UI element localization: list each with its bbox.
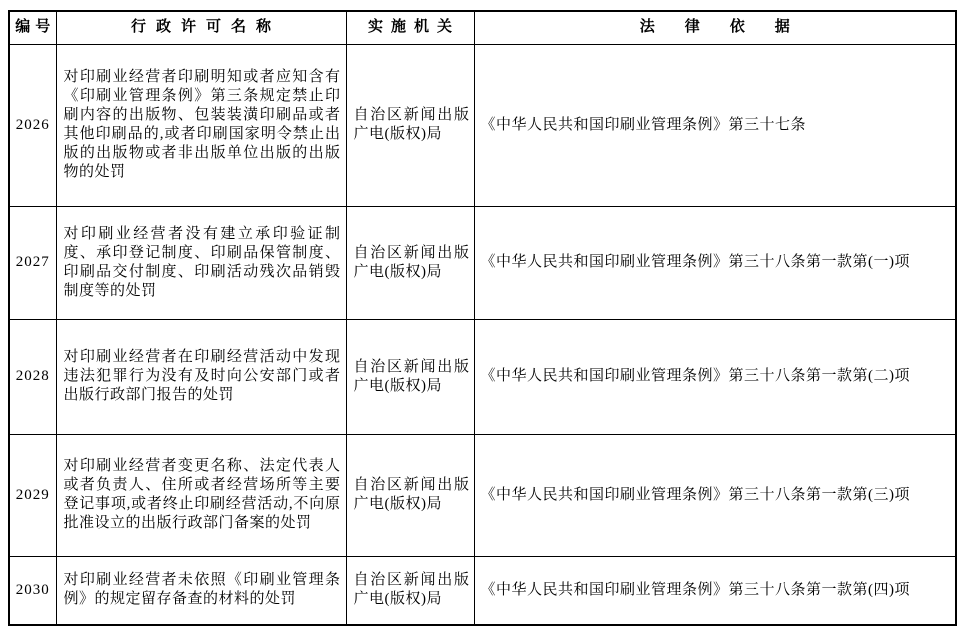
agency-cell: 自治区新闻出版广电(版权)局: [346, 44, 474, 206]
col-header-name: 行政许可名称: [56, 11, 346, 44]
legal-basis-cell: 《中华人民共和国印刷业管理条例》第三十八条第一款第(四)项: [474, 556, 956, 625]
legal-basis-cell: 《中华人民共和国印刷业管理条例》第三十八条第一款第(二)项: [474, 319, 956, 434]
legal-basis-cell: 《中华人民共和国印刷业管理条例》第三十八条第一款第(三)项: [474, 434, 956, 556]
agency-cell: 自治区新闻出版广电(版权)局: [346, 206, 474, 319]
table-row: [9, 319, 956, 434]
agency-cell: 自治区新闻出版广电(版权)局: [346, 556, 474, 625]
row-id-cell: 2026: [9, 44, 56, 206]
agency-cell: 自治区新闻出版广电(版权)局: [346, 434, 474, 556]
license-name-cell: 对印刷业经营者变更名称、法定代表人或者负责人、住所或者经营场所等主要登记事项,或者终止印刷经营活动,不向原批准设立的出版行政部门备案的处罚: [56, 434, 346, 556]
table-row: [9, 434, 956, 556]
table-row: [9, 206, 956, 319]
agency-cell: 自治区新闻出版广电(版权)局: [346, 319, 474, 434]
administrative-permits-table: [8, 10, 957, 626]
license-name-cell: 对印刷业经营者未依照《印刷业管理条例》的规定留存备查的材料的处罚: [56, 556, 346, 625]
row-id-cell: 2028: [9, 319, 56, 434]
table-row: [9, 556, 956, 625]
license-name-cell: 对印刷业经营者在印刷经营活动中发现违法犯罪行为没有及时向公安部门或者出版行政部门报告的处罚: [56, 319, 346, 434]
row-id-cell: 2030: [9, 556, 56, 625]
license-name-cell: 对印刷业经营者印刷明知或者应知含有《印刷业管理条例》第三条规定禁止印刷内容的出版物、包装装潢印刷品或者其他印刷品的,或者印刷国家明令禁止出版的出版物或者非出版单位出版的出版物的处罚: [56, 44, 346, 206]
legal-basis-cell: 《中华人民共和国印刷业管理条例》第三十八条第一款第(一)项: [474, 206, 956, 319]
legal-basis-cell: 《中华人民共和国印刷业管理条例》第三十七条: [474, 44, 956, 206]
row-id-cell: 2029: [9, 434, 56, 556]
license-name-cell: 对印刷业经营者没有建立承印验证制度、承印登记制度、印刷品保管制度、印刷品交付制度、印刷活动残次品销毁制度等的处罚: [56, 206, 346, 319]
row-id-cell: 2027: [9, 206, 56, 319]
col-header-legal: 法律依据: [474, 11, 956, 44]
table-row: [9, 44, 956, 206]
col-header-id: 编号: [9, 11, 56, 44]
col-header-agency: 实施机关: [346, 11, 474, 44]
table-header-row: [9, 11, 956, 44]
